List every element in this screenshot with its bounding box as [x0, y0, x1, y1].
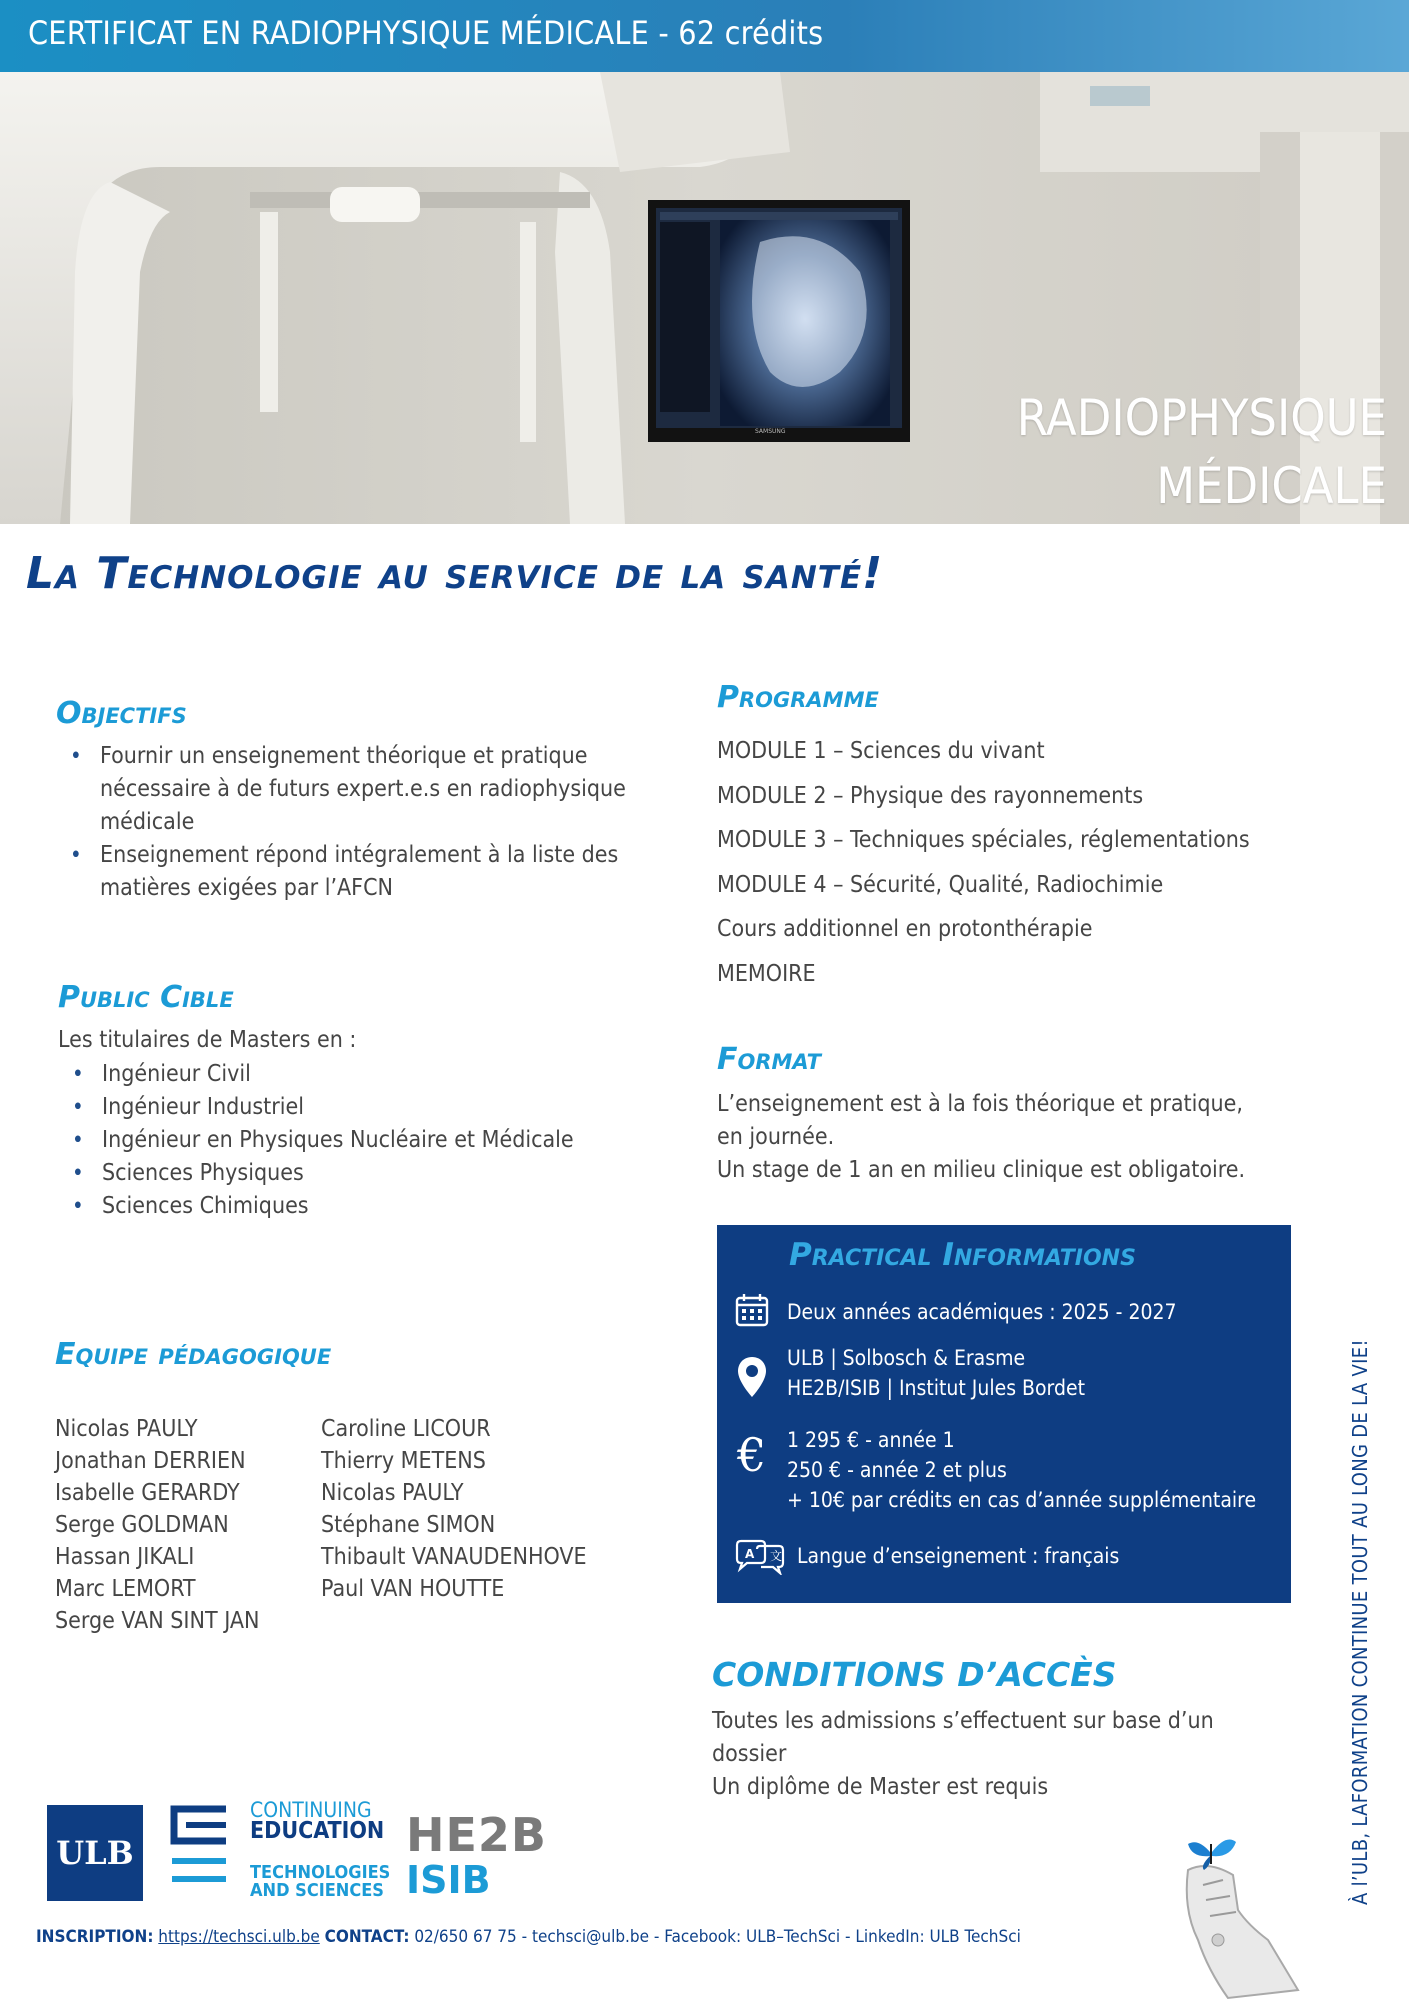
list-item: • Ingénieur en Physiques Nucléaire et Médicale	[58, 1124, 678, 1157]
team-column-1	[55, 1413, 260, 1637]
list-item: MODULE 3 – Techniques spéciales, réglementations	[717, 827, 1250, 853]
list-item: • Ingénieur Civil	[58, 1058, 678, 1091]
conditions-line: Toutes les admissions s’effectuent sur base d’un	[712, 1708, 1214, 1734]
programme-title: Programme	[717, 680, 879, 715]
team-member: Thierry METENS	[321, 1448, 486, 1474]
conditions-title: CONDITIONS D’ACCÈS	[712, 1655, 1117, 1694]
team-column-2	[321, 1413, 587, 1605]
list-item: • Ingénieur Industriel	[58, 1091, 678, 1124]
vertical-tagline: À l’ULB, LAFORMATION CONTINUE TOUT AU LONG DE LA VIE!	[1348, 1339, 1372, 1905]
robot-hand-illustration	[1148, 1830, 1308, 2000]
conditions-text	[712, 1705, 1214, 1804]
list-item: • Fournir un enseignement théorique et pratique nécessaire à de futurs expert.e.s en radiophysique médicale	[56, 740, 646, 839]
fee-line: 250 € - année 2 et plus	[787, 1458, 1007, 1482]
format-line: en journée.	[717, 1124, 835, 1150]
practical-language: Langue d’enseignement : français	[797, 1544, 1120, 1568]
team-member: Serge GOLDMAN	[55, 1512, 229, 1538]
ulb-logo: ULB	[47, 1805, 143, 1901]
team-member: Marc LEMORT	[55, 1576, 196, 1602]
page-title: CERTIFICAT EN RADIOPHYSIQUE MÉDICALE - 62 crédits	[28, 14, 824, 52]
svg-text:文: 文	[770, 1549, 783, 1563]
equipe-title: Equipe pédagogique	[55, 1337, 332, 1372]
team-member: Paul VAN HOUTTE	[321, 1576, 505, 1602]
public-intro: Les titulaires de Masters en :	[58, 1027, 357, 1053]
hero-title-line1: RADIOPHYSIQUE	[1016, 389, 1387, 447]
footer-contact-text: 02/650 67 75 - techsci@ulb.be - Facebook: ULB–TechSci - LinkedIn: ULB TechSci	[414, 1927, 1021, 1947]
list-item: MODULE 4 – Sécurité, Qualité, Radiochimie	[717, 871, 1164, 898]
location-line: ULB | Solbosch & Erasme	[787, 1346, 1026, 1370]
calendar-icon	[735, 1293, 769, 1327]
hero-title-line2: MÉDICALE	[1156, 457, 1387, 515]
team-member: Isabelle GERARDY	[55, 1480, 240, 1506]
language-icon	[735, 1539, 785, 1575]
location-pin-icon	[735, 1355, 769, 1399]
team-member: Thibault VANAUDENHOVE	[321, 1544, 587, 1570]
practical-years: Deux années académiques : 2025 - 2027	[787, 1300, 1177, 1324]
fee-line: + 10€ par crédits en cas d’année supplémentaire	[787, 1488, 1257, 1512]
team-member: Stéphane SIMON	[321, 1512, 496, 1538]
hero-image	[0, 72, 1409, 524]
svg-text:A: A	[745, 1547, 755, 1561]
team-member: Nicolas PAULY	[55, 1416, 198, 1442]
ts-line2: AND SCIENCES	[250, 1880, 384, 1901]
team-member: Jonathan DERRIEN	[55, 1448, 246, 1474]
public-title: Public Cible	[58, 980, 234, 1015]
list-item: • Enseignement répond intégralement à la liste des matières exigées par l’AFCN	[56, 839, 646, 905]
list-item: • Sciences Chimiques	[58, 1190, 678, 1223]
ce-line2: EDUCATION	[250, 1818, 385, 1844]
team-member: Caroline LICOUR	[321, 1416, 491, 1442]
conditions-line: dossier	[712, 1741, 787, 1767]
isib-logo: ISIB	[406, 1858, 491, 1902]
programme-list	[717, 735, 1250, 1002]
format-title: Format	[717, 1042, 821, 1077]
footer-inscription-label: INSCRIPTION:	[36, 1927, 154, 1947]
slogan: La Technologie au service de la santé!	[26, 548, 884, 599]
team-member: Hassan JIKALI	[55, 1544, 195, 1570]
conditions-line: Un diplôme de Master est requis	[712, 1774, 1049, 1800]
ts-line1: TECHNOLOGIES	[250, 1862, 391, 1883]
format-line: Un stage de 1 an en milieu clinique est obligatoire.	[717, 1157, 1246, 1183]
fee-line: 1 295 € - année 1	[787, 1428, 955, 1452]
objectifs-title: Objectifs	[56, 696, 187, 731]
he2b-logo: HE2B	[406, 1808, 547, 1862]
inscription-link[interactable]: https://techsci.ulb.be	[158, 1927, 320, 1947]
location-line: HE2B/ISIB | Institut Jules Bordet	[787, 1376, 1085, 1400]
footer	[36, 1927, 1021, 1947]
practical-title: Practical Informations	[789, 1237, 1136, 1273]
footer-contact-label: CONTACT:	[324, 1927, 410, 1947]
objectifs-list	[56, 740, 646, 905]
team-member: Serge VAN SINT JAN	[55, 1608, 260, 1634]
list-item: MEMOIRE	[717, 960, 816, 987]
format-line: L’enseignement est à la fois théorique et pratique,	[717, 1091, 1243, 1117]
practical-fees	[787, 1425, 1256, 1515]
euro-icon: €	[737, 1428, 767, 1482]
list-item: MODULE 1 – Sciences du vivant	[717, 738, 1045, 764]
list-item: MODULE 2 – Physique des rayonnements	[717, 782, 1144, 809]
monitor-brand: SAMSUNG	[755, 428, 786, 435]
team-member: Nicolas PAULY	[321, 1480, 464, 1506]
format-text	[717, 1088, 1245, 1187]
practical-location	[787, 1343, 1085, 1403]
list-item: Cours additionnel en protonthérapie	[717, 916, 1093, 942]
ce-line1: CONTINUING	[250, 1798, 372, 1822]
continuing-education-icon	[170, 1805, 228, 1885]
practical-info-panel	[717, 1225, 1291, 1603]
list-item: • Sciences Physiques	[58, 1157, 678, 1190]
header-bar	[0, 0, 1409, 72]
hero-title	[1017, 384, 1387, 520]
public-list	[58, 1058, 678, 1223]
